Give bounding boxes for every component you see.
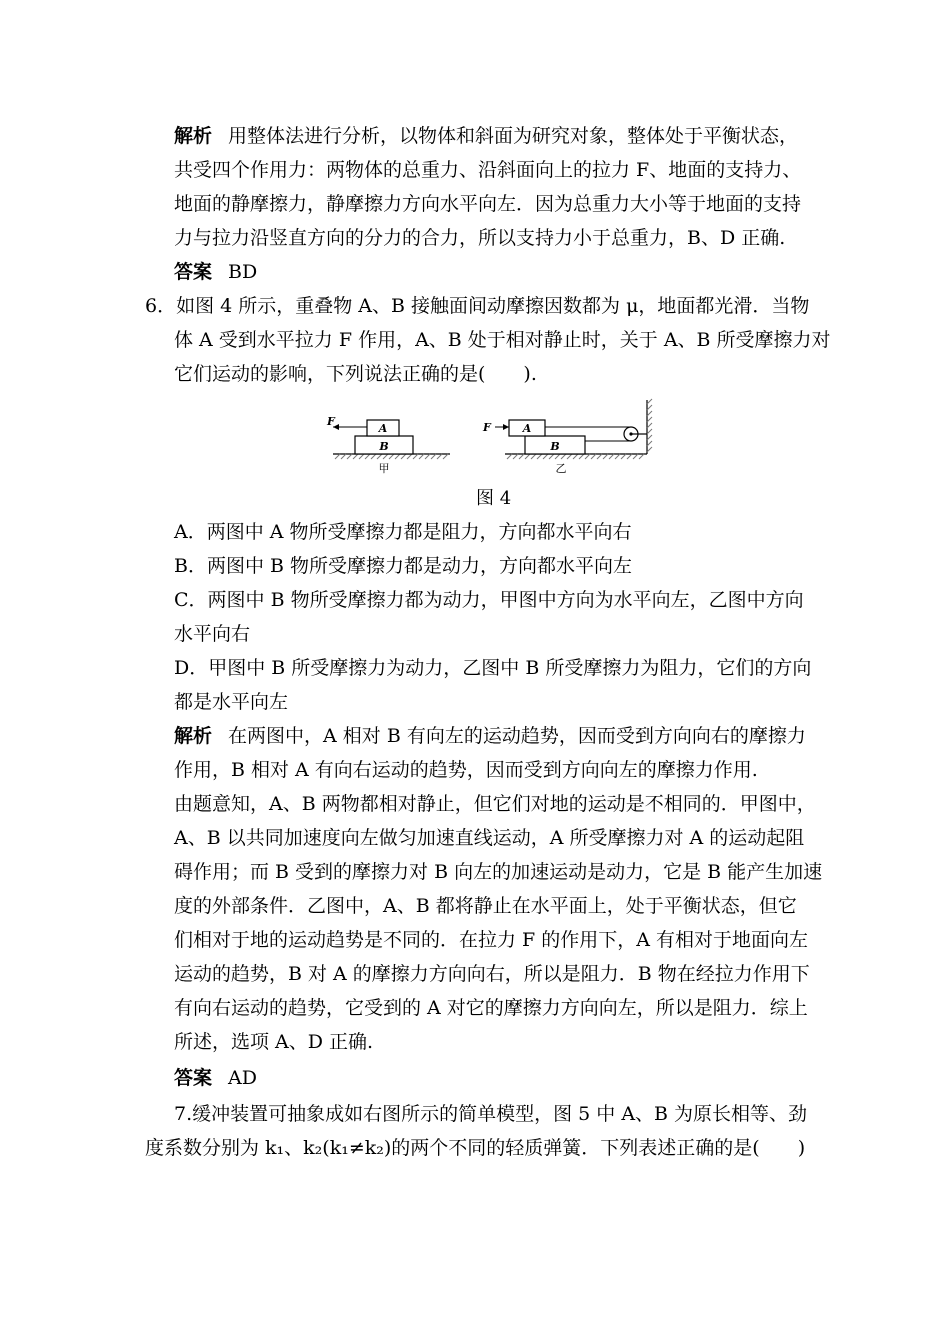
- q6-analysis-line-3: 由题意知，A、B 两物都相对静止，但它们对地的运动是不相同的．甲图中，: [174, 793, 816, 815]
- q5-analysis-line-4: 力与拉力沿竖直方向的分力的合力，所以支持力小于总重力，B、D 正确.: [174, 227, 786, 249]
- ground-hatch-right: [507, 454, 644, 459]
- q6-answer-label: 答案: [174, 1067, 213, 1089]
- figure-label-jia: 甲: [378, 462, 390, 475]
- q6-number: 6．: [145, 295, 177, 317]
- q6-analysis-line-10: 所述，选项 A、D 正确.: [174, 1031, 374, 1053]
- force-label-left: F: [327, 415, 335, 428]
- figure-4-caption: 图 4: [476, 488, 512, 509]
- q5-answer: [174, 259, 257, 285]
- q6-option-b: B．两图中 B 物所受摩擦力都是动力，方向都水平向左: [174, 555, 633, 577]
- q5-answer-value: BD: [228, 261, 258, 283]
- figure-4-diagram: [325, 396, 660, 478]
- block-a-right-label: A: [522, 422, 532, 435]
- q6-analysis-line-4: A、B 以共同加速度向左做匀加速直线运动，A 所受摩擦力对 A 的运动起阻: [174, 827, 805, 849]
- block-a-left-label: A: [378, 422, 388, 435]
- q6-analysis-line-8: 运动的趋势，B 对 A 的摩擦力方向向右，所以是阻力．B 物在经拉力作用下: [174, 963, 810, 985]
- force-arrowhead-right: [503, 424, 509, 430]
- q6-analysis-label: 解析: [174, 725, 213, 747]
- q6-option-c: C．两图中 B 物所受摩擦力都为动力，甲图中方向为水平向左，乙图中方向: [174, 589, 804, 611]
- figure-label-yi: 乙: [555, 462, 567, 475]
- q6-option-d-cont: 都是水平向左: [174, 691, 289, 713]
- q5-answer-label: 答案: [174, 261, 213, 283]
- force-label-right: F: [483, 421, 491, 434]
- q6-analysis-line-5: 碍作用；而 B 受到的摩擦力对 B 向左的加速运动是动力，它是 B 能产生加速: [174, 861, 823, 883]
- block-b-right-label: B: [550, 440, 560, 453]
- q6-option-a: A．两图中 A 物所受摩擦力都是阻力，方向都水平向右: [174, 521, 632, 543]
- q6-analysis-line-9: 有向右运动的趋势，它受到的 A 对它的摩擦力方向向左，所以是阻力．综上: [174, 997, 808, 1019]
- q7-stem-line-2: 度系数分别为 k₁、k₂(k₁≠k₂)的两个不同的轻质弹簧．下列表述正确的是( ): [145, 1137, 806, 1159]
- q6-analysis-line-1: 解析 在两图中，A 相对 B 有向左的运动趋势，因而受到方向向右的摩擦力: [174, 725, 806, 747]
- block-b-left-label: B: [379, 440, 389, 453]
- q6-analysis-line-7: 们相对于地的运动趋势是不同的．在拉力 F 的作用下，A 有相对于地面向左: [174, 929, 809, 951]
- q6-option-d: D．甲图中 B 所受摩擦力为动力，乙图中 B 所受摩擦力为阻力，它们的方向: [174, 657, 812, 679]
- wall-hatch: [647, 399, 652, 452]
- q6-answer: [174, 1065, 257, 1091]
- q7-stem-line-1: 7.缓冲装置可抽象成如右图所示的简单模型，图 5 中 A、B 为原长相等、劲: [174, 1103, 808, 1125]
- q6-stem-line-3: 它们运动的影响，下列说法正确的是( ).: [174, 363, 537, 385]
- q5-analysis-line-1: 解析 用整体法进行分析，以物体和斜面为研究对象，整体处于平衡状态，: [174, 125, 799, 147]
- q6-answer-value: AD: [228, 1067, 257, 1089]
- q5-analysis-line-2: 共受四个作用力：两物体的总重力、沿斜面向上的拉力 F、地面的支持力、: [174, 159, 802, 181]
- q6-option-c-cont: 水平向右: [174, 623, 251, 645]
- q6-analysis-line-6: 度的外部条件．乙图中，A、B 都将静止在水平面上，处于平衡状态，但它: [174, 895, 797, 917]
- ground-hatch-left: [335, 454, 448, 459]
- q6-stem-line-1: 6．如图 4 所示，重叠物 A、B 接触面间动摩擦因数都为 μ，地面都光滑．当物: [145, 295, 810, 317]
- q6-stem-line-2: 体 A 受到水平拉力 F 作用，A、B 处于相对静止时，关于 A、B 所受摩擦力对: [174, 329, 831, 351]
- q6-analysis-line-2: 作用，B 相对 A 有向右运动的趋势，因而受到方向向左的摩擦力作用.: [174, 759, 758, 781]
- q5-analysis-line-3: 地面的静摩擦力，静摩擦力方向水平向左．因为总重力大小等于地面的支持: [174, 193, 802, 215]
- q5-analysis-label: 解析: [174, 125, 213, 147]
